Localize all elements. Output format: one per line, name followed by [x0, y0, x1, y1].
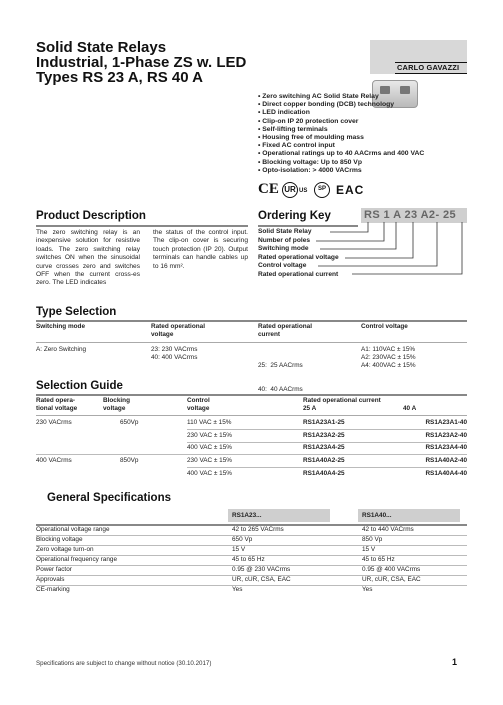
spec-value-a: 45 to 65 Hz — [232, 556, 265, 563]
ts-cell: 40: 400 VACrms — [151, 354, 198, 361]
spec-label: Zero voltage turn-on — [36, 546, 94, 553]
sg-row-25a: RS1A23A4-25 — [303, 444, 345, 451]
page-number: 1 — [452, 657, 458, 667]
spec-value-a: 650 Vp — [232, 536, 253, 543]
general-specs-heading: General Specifications — [47, 492, 171, 504]
eac-mark-icon: EAC — [336, 183, 365, 197]
spec-label: Operational voltage range — [36, 526, 110, 533]
spec-row-line — [36, 585, 467, 586]
feature-item: • LED indication — [258, 109, 310, 117]
ordering-key-item: Control voltage — [258, 262, 307, 270]
specs-col-b-header: RS1A40... — [362, 512, 392, 519]
sg-header-current: Rated operational current — [303, 397, 381, 404]
ts-cell: 23: 230 VACrms — [151, 346, 198, 353]
title-line-1: Solid State Relays — [36, 39, 167, 56]
ts-cell: A4: 400VAC ± 15% — [361, 362, 416, 369]
ordering-key-code: RS 1 A 23 A2- 25 — [364, 209, 456, 221]
sg-row-blocking: 650Vp — [120, 419, 139, 426]
feature-item: • Blocking voltage: Up to 850 Vp — [258, 158, 362, 166]
sg-header-voltage: Rated opera- tional voltage — [36, 397, 78, 412]
product-description-heading: Product Description — [36, 210, 146, 222]
feature-item: • Operational ratings up to 40 AACrms and 400 VAC — [258, 150, 425, 158]
feature-item: • Zero switching AC Solid State Relay — [258, 93, 379, 100]
sg-row-line — [36, 454, 467, 455]
ce-mark-icon: CE — [258, 181, 279, 197]
spec-value-a: 0.95 @ 230 VACrms — [232, 566, 291, 573]
ts-cell: A: Zero Switching — [36, 346, 87, 353]
spec-label: Power factor — [36, 566, 72, 573]
spec-label: Operational frequency range — [36, 556, 118, 563]
specs-col-a-header: RS1A23... — [232, 512, 262, 519]
csa-mark-icon: SP — [314, 182, 330, 198]
sg-row-control: 110 VAC ± 15% — [187, 419, 232, 426]
type-selection-heading: Type Selection — [36, 306, 117, 318]
sg-header-control: Control voltage — [187, 397, 210, 412]
ordering-key-heading: Ordering Key — [258, 210, 331, 222]
sg-row-voltage: 230 VACrms — [36, 419, 72, 426]
spec-label: CE-marking — [36, 586, 70, 593]
ts-header-control: Control voltage — [361, 323, 408, 330]
sg-row-control: 230 VAC ± 15% — [187, 457, 232, 464]
ts-cell: A2: 230VAC ± 15% — [361, 354, 416, 361]
spec-value-b: 42 to 440 VACrms — [362, 526, 414, 533]
selection-guide-rule — [36, 394, 467, 396]
spec-value-b: Yes — [362, 586, 373, 593]
sg-row-blocking: 850Vp — [120, 457, 139, 464]
sg-header-25a: 25 A — [303, 405, 317, 412]
sg-row-40a: RS1A23A2-40 — [425, 432, 467, 439]
sg-row-40a: RS1A23A4-40 — [425, 444, 467, 451]
feature-item: • Housing free of moulding mass — [258, 134, 364, 142]
selection-guide-heading: Selection Guide — [36, 380, 123, 392]
feature-item: • Clip-on IP 20 protection cover — [258, 117, 359, 125]
sg-row-25a: RS1A40A2-25 — [303, 457, 345, 464]
spec-value-b: 850 Vp — [362, 536, 383, 543]
spec-value-a: 15 V — [232, 546, 246, 553]
spec-value-a: 42 to 265 VACrms — [232, 526, 284, 533]
sg-header-underline — [36, 415, 467, 416]
sg-row-25a: RS1A23A1-25 — [303, 419, 345, 426]
ts-header-switching: Switching mode — [36, 323, 85, 330]
spec-value-b: 45 to 65 Hz — [362, 556, 395, 563]
sg-row-25a: RS1A23A2-25 — [303, 432, 345, 439]
sg-row-control: 400 VAC ± 15% — [187, 444, 232, 451]
feature-item: • Direct copper bonding (DCB) technology — [258, 101, 395, 109]
ordering-key-item: Solid State Relay — [258, 228, 312, 235]
sg-row-line — [187, 467, 467, 468]
spec-value-a: Yes — [232, 586, 243, 593]
ts-cell: 40: 40 AACrms — [258, 386, 303, 393]
sg-row-control: 400 VAC ± 15% — [187, 470, 232, 477]
ts-header-current: Rated operational current — [258, 323, 312, 338]
sg-row-line — [187, 442, 467, 443]
product-description-col1: The zero switching relay is an inexpensive solution for resistive loads. The zero switching relay switches ON when the sinusoidal curve crosses zero and switches OFF when the current cross-es zero. The LED indicates — [36, 229, 140, 287]
ts-col-control — [361, 346, 416, 370]
ul-mark-icon: UR — [282, 182, 298, 198]
ts-header-voltage: Rated operational voltage — [151, 323, 205, 338]
type-selection-rule — [36, 320, 467, 322]
spec-row-line — [36, 545, 467, 546]
feature-item: • Self-lifting terminals — [258, 125, 328, 133]
spec-label: Approvals — [36, 576, 65, 583]
feature-item: • Opto-isolation: > 4000 VACrms — [258, 166, 362, 174]
ts-cell: 25: 25 AACrms — [258, 362, 303, 369]
sg-row-40a: RS1A40A4-40 — [425, 470, 467, 477]
ordering-key-item: Switching mode — [258, 245, 309, 253]
sg-row-40a: RS1A40A2-40 — [425, 457, 467, 464]
title-line-2: Industrial, 1-Phase ZS w. LED — [36, 54, 247, 71]
sg-row-40a: RS1A23A1-40 — [425, 419, 467, 426]
logo-text: CARLO GAVAZZI — [397, 63, 460, 72]
spec-label: Blocking voltage — [36, 536, 83, 543]
spec-value-b: 15 V — [362, 546, 376, 553]
sg-row-voltage: 400 VACrms — [36, 457, 72, 464]
ts-cell: A1: 110VAC ± 15% — [361, 346, 416, 353]
ordering-key-item: Rated operational voltage — [258, 253, 339, 261]
sg-header-blocking: Blocking voltage — [103, 397, 130, 412]
feature-item: • Fixed AC control input — [258, 142, 335, 150]
ordering-key-item: Rated operational current — [258, 270, 339, 278]
sg-row-control: 230 VAC ± 15% — [187, 432, 232, 439]
ts-header-underline — [36, 342, 467, 343]
ordering-key-item: Number of poles — [258, 236, 311, 244]
ul-mark-label: US — [299, 188, 308, 194]
ts-col-switching — [36, 346, 86, 354]
product-description-col2: the status of the control input. The clip-on cover is securing touch protection (IP 20). Output terminals can handle cables up to 16 mm². — [153, 229, 248, 270]
ordering-key-leaders — [0, 0, 503, 290]
sg-header-40a: 40 A — [403, 405, 417, 412]
spec-value-b: 0.95 @ 400 VACrms — [362, 566, 421, 573]
ts-col-voltage — [151, 346, 197, 362]
sg-row-line — [187, 429, 467, 430]
title-line-3: Types RS 23 A, RS 40 A — [36, 69, 204, 86]
sg-row-25a: RS1A40A4-25 — [303, 470, 345, 477]
footer-note: Specifications are subject to change without notice (30.10.2017) — [36, 660, 212, 667]
spec-value-a: UR, cUR, CSA, EAC — [232, 576, 291, 583]
spec-value-b: UR, cUR, CSA, EAC — [362, 576, 421, 583]
